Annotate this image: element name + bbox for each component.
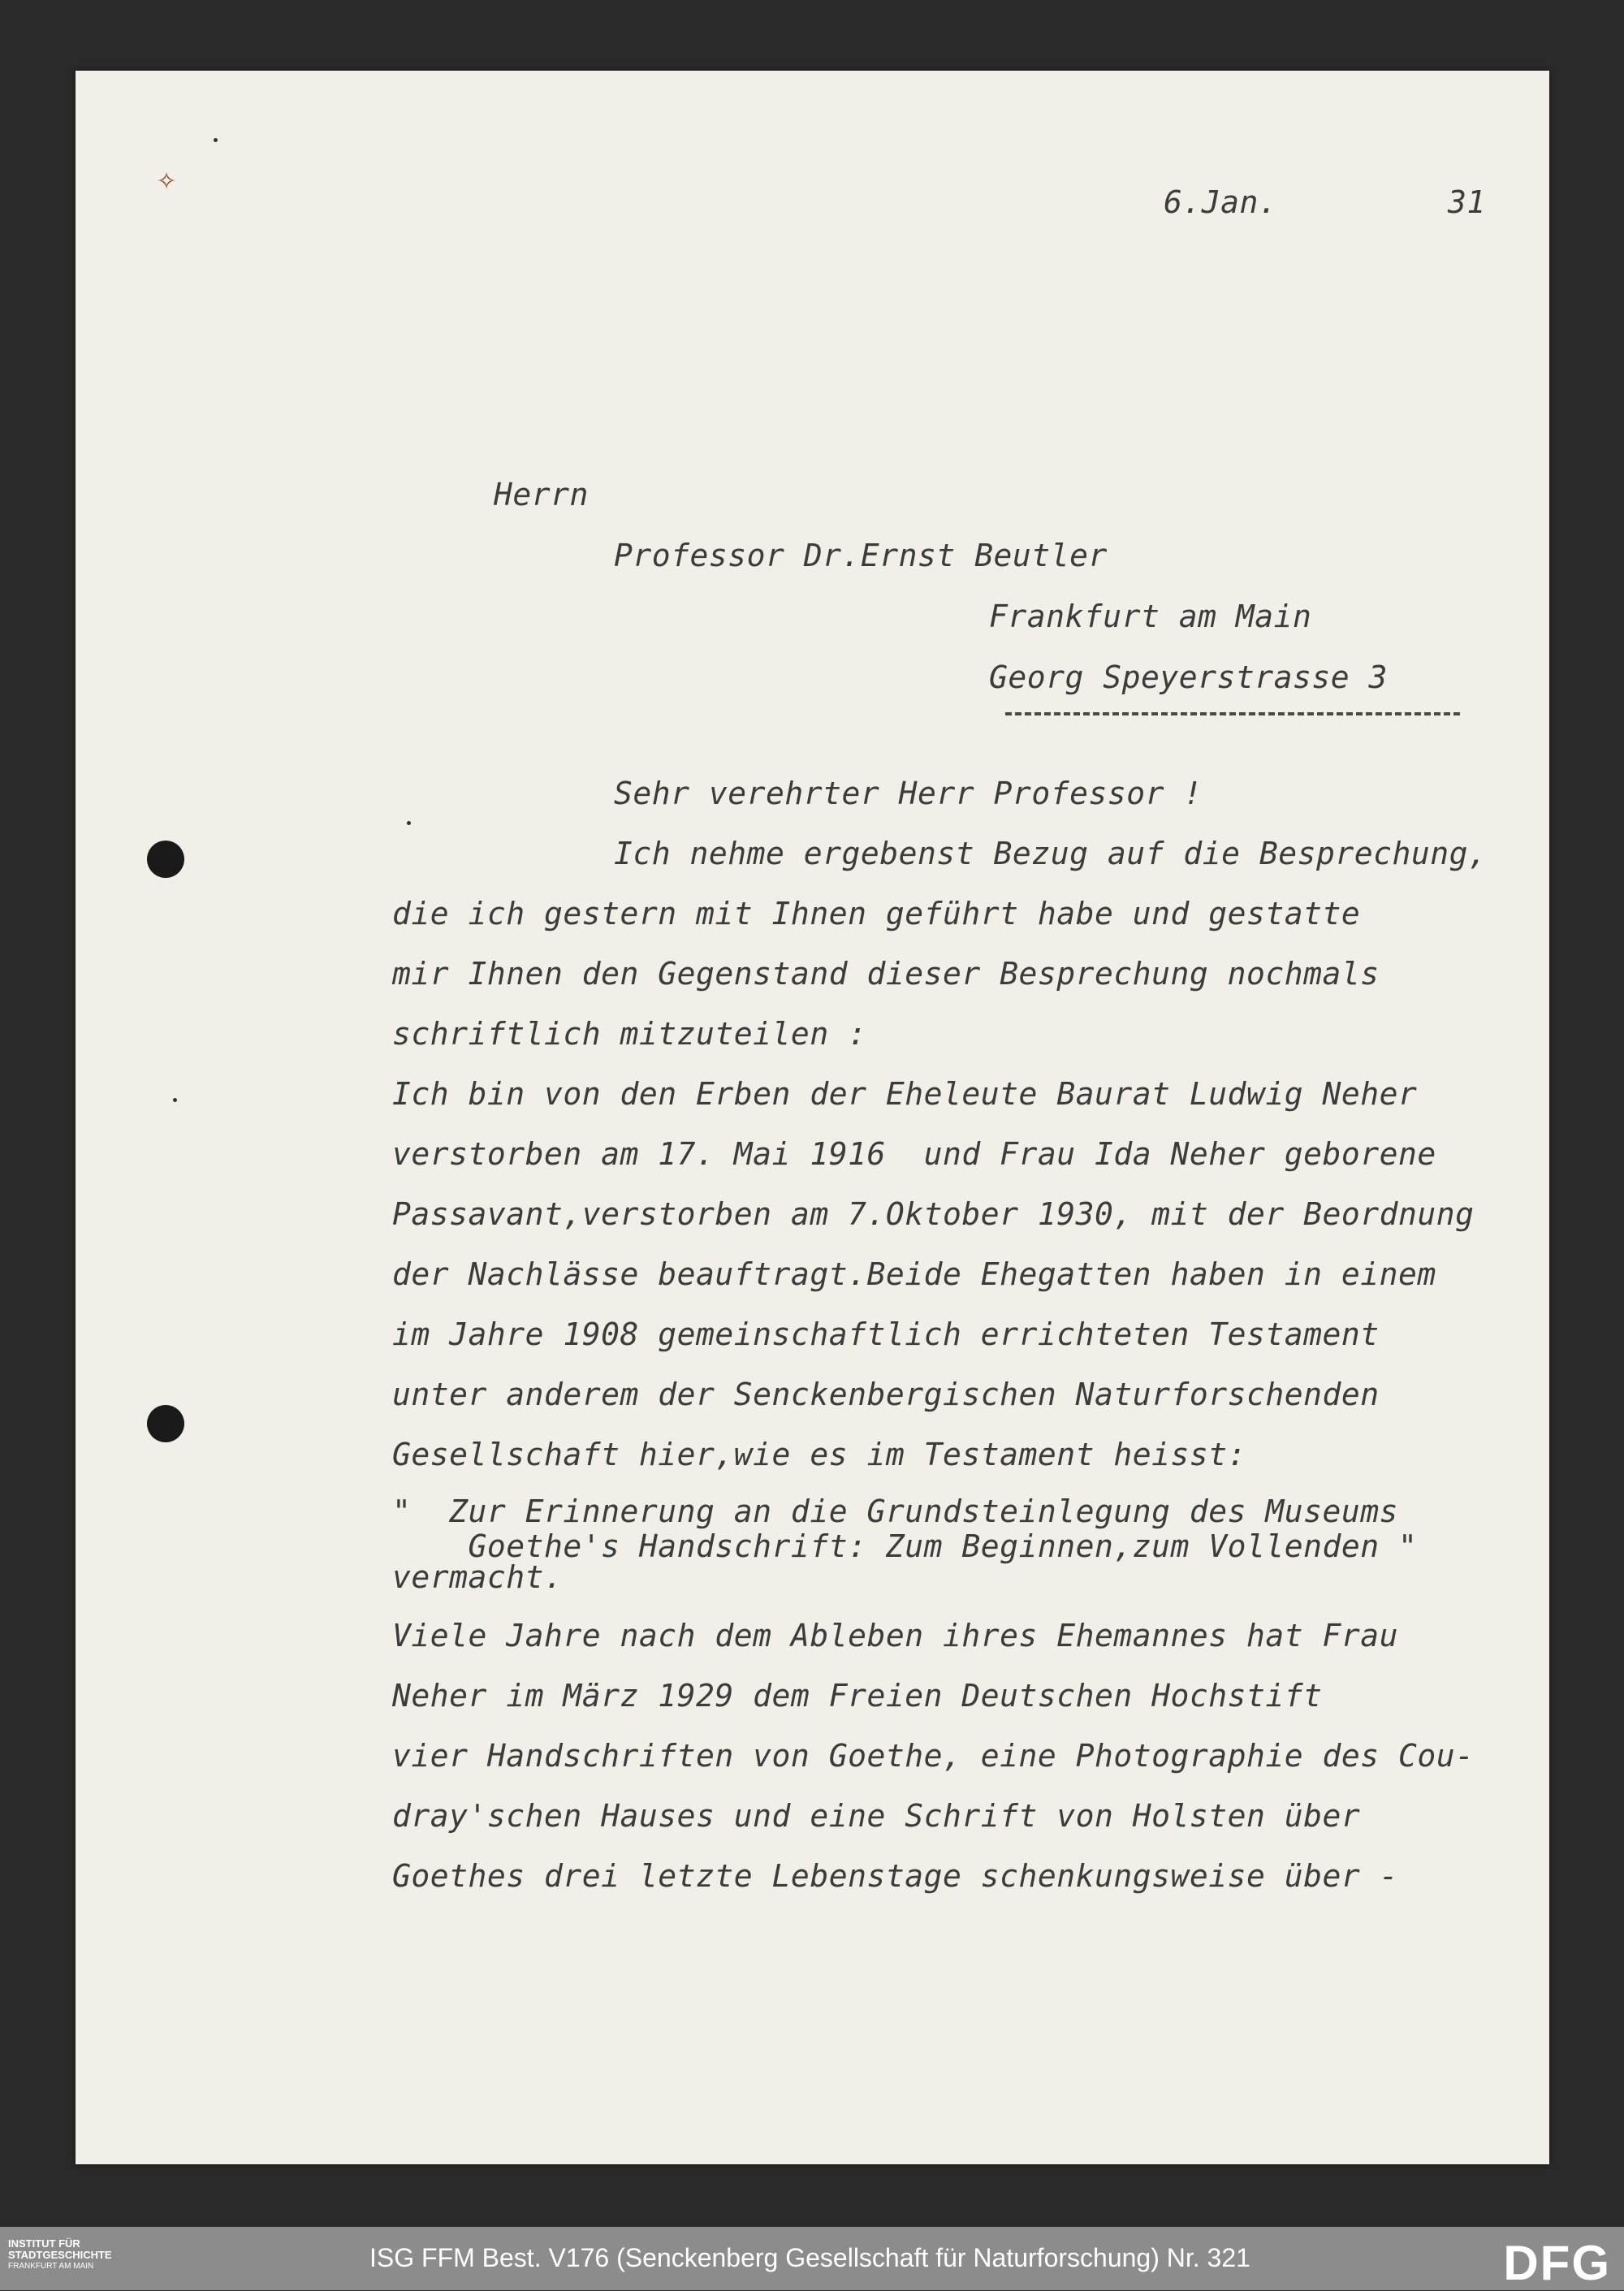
dfg-logo: DFG <box>1503 2236 1611 2290</box>
body-line: vier Handschriften von Goethe, eine Photographie des Cou- <box>392 1738 1475 1774</box>
letter-page <box>76 71 1549 2164</box>
addressee-line: Herrn <box>494 477 589 512</box>
body-line: mir Ihnen den Gegenstand dieser Besprechung nochmals <box>392 956 1380 992</box>
institution-name-line: INSTITUT FÜR <box>8 2237 80 2250</box>
body-line: schriftlich mitzuteilen : <box>392 1016 867 1052</box>
body-line: der Nachlässe beauftragt.Beide Ehegatten haben in einem <box>392 1256 1436 1292</box>
ink-speck <box>407 821 411 825</box>
body-line: unter anderem der Senckenbergischen Naturforschenden <box>392 1377 1380 1412</box>
institution-city: FRANKFURT AM MAIN <box>8 2262 94 2271</box>
institution-name-line: STADTGESCHICHTE <box>8 2249 112 2261</box>
ink-speck <box>214 138 218 142</box>
body-line: im Jahre 1908 gemeinschaftlich errichteten Testament <box>392 1316 1380 1352</box>
address-underline <box>1005 712 1460 715</box>
letter-date: 6.Jan. <box>1164 184 1278 220</box>
body-line: Viele Jahre nach dem Ableben ihres Ehemannes hat Frau <box>392 1618 1399 1653</box>
letter-year: 31 <box>1448 184 1486 220</box>
body-line: Gesellschaft hier,wie es im Testament heisst: <box>392 1437 1247 1472</box>
ink-mark: ✧ <box>157 160 177 197</box>
body-line: Ich nehme ergebenst Bezug auf die Besprechung, <box>614 836 1488 871</box>
addressee-line: Professor Dr.Ernst Beutler <box>614 538 1108 573</box>
body-line: dray'schen Hauses und eine Schrift von Holsten über <box>392 1798 1361 1834</box>
body-line: Neher im März 1929 dem Freien Deutschen Hochstift <box>392 1678 1323 1714</box>
body-line: vermacht. <box>392 1559 564 1595</box>
body-line: Passavant,verstorben am 7.Oktober 1930, mit der Beordnung <box>392 1196 1475 1232</box>
quote-line: " Zur Erinnerung an die Grundsteinlegung des Museums <box>392 1493 1399 1529</box>
body-line: Ich bin von den Erben der Eheleute Baurat Ludwig Neher <box>392 1076 1418 1112</box>
punch-hole <box>147 1405 184 1442</box>
body-line: die ich gestern mit Ihnen geführt habe und gestatte <box>392 896 1361 932</box>
institution-logo <box>8 2238 112 2272</box>
body-line: verstorben am 17. Mai 1916 und Frau Ida Neher geborene <box>392 1136 1436 1172</box>
ink-speck <box>173 1098 177 1102</box>
addressee-line: Frankfurt am Main <box>989 599 1312 634</box>
archive-footer <box>0 2227 1624 2290</box>
body-line: Goethes drei letzte Lebenstage schenkungsweise über - <box>392 1858 1399 1894</box>
addressee-line: Georg Speyerstrasse 3 <box>989 659 1388 695</box>
salutation: Sehr verehrter Herr Professor ! <box>614 776 1203 811</box>
archive-caption: ISG FFM Best. V176 (Senckenberg Gesellschaft für Naturforschung) Nr. 321 <box>369 2243 1250 2272</box>
punch-hole <box>147 841 184 878</box>
quote-line: Goethe's Handschrift: Zum Beginnen,zum Vollenden " <box>392 1528 1418 1564</box>
